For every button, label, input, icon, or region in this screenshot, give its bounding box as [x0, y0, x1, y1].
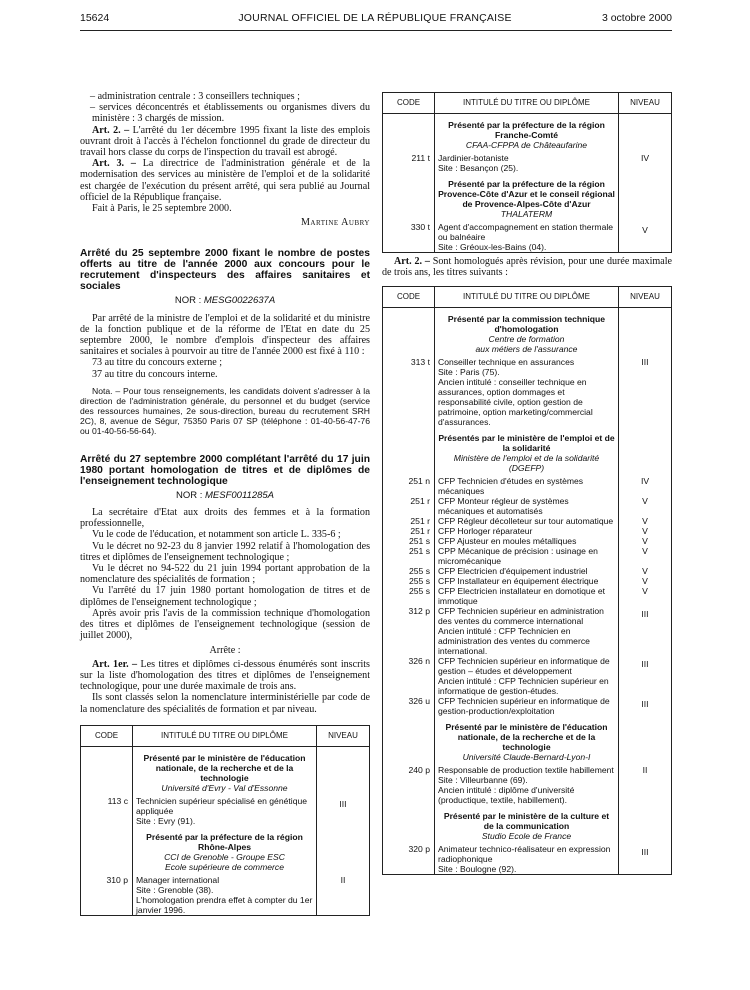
table-row — [383, 844, 672, 875]
arrete-label: Arrête : — [209, 644, 241, 656]
code-header: CODE — [81, 725, 133, 746]
decree-title: Arrêté du 25 septembre 2000 fixant le nombre de postes offerts au titre de l'année 2000 aux concours pour le recrutement d'inspecteurs des affaires sanitaires et sociales — [80, 248, 370, 293]
decree-paragraph: Vu le code de l'éducation, et notamment son article L. 335-6 ; — [92, 529, 341, 541]
header-rule — [80, 30, 672, 31]
row-level: II — [317, 875, 370, 916]
list-item: 73 au titre du concours externe ; — [92, 357, 223, 369]
row-level: V — [619, 496, 672, 516]
table-row — [383, 476, 672, 496]
row-code: 113 c — [81, 796, 133, 826]
row-note: L'homologation prendra effet à compter du 1er janvier 1996. — [136, 894, 313, 915]
presenter: Présentés par le ministère de l'emploi et de la solidarité — [438, 433, 615, 454]
nor-reference: NOR : MESG0022637A — [174, 295, 276, 307]
homologation-table-3 — [382, 286, 672, 875]
row-title: CFP Ajusteur en moules métalliques — [438, 536, 577, 547]
article-label: Art. 2. – — [92, 124, 130, 136]
row-code: 326 n — [383, 656, 435, 696]
row-former-title: Ancien intitulé : CFP Technicien en administration des ventes du commerce international. — [438, 626, 590, 657]
row-code: 240 p — [383, 765, 435, 805]
row-code: 251 r — [383, 496, 435, 516]
organisation: Ecole supérieure de commerce — [165, 861, 284, 872]
decree-note: Nota. – Pour tous renseignements, les candidats doivent s'adresser à la direction de l'administration générale, du personnel et du budget (service des ressources humaines, 2e sous-direction, bureau du recrutement SRH 2C), 8, avenue de Ségur, 75350 Paris 07 SP (téléphone : 01-40-56-47-76 ou 01-40-56-56-64). — [80, 385, 370, 436]
row-code: 326 u — [383, 696, 435, 716]
organisation: Studio Ecole de France — [481, 831, 572, 842]
row-code: 310 p — [81, 875, 133, 916]
row-level: III — [641, 699, 649, 710]
row-title: Responsable de production textile habillement — [438, 765, 614, 776]
presenter: Présenté par le ministère de l'éducation nationale, de la recherche et de la technologie — [143, 752, 306, 783]
row-level: V — [619, 516, 672, 526]
title-header: INTITULÉ DU TITRE OU DIPLÔME — [435, 287, 619, 308]
article-label: Art. 2. – — [394, 256, 430, 267]
organisation: THALATERM — [500, 209, 553, 219]
row-code: 251 n — [383, 476, 435, 496]
decree-body: Par arrêté de la ministre de l'emploi et de la solidarité et du ministre de la fonction publique et de la réforme de l'Etat en date du 25 septembre 2000, le nombre d'emplois d'inspecteur des affaires sanitaires et sociales à pourvoir au titre de l'année 2000 est fixé à 110 : — [80, 312, 370, 358]
presenter: Présenté par la préfecture de la région Provence-Côte d'Azur et le conseil régional de Provence-Alpes-Côte d'Azur — [438, 179, 615, 209]
row-title: CFP Technicien d'études en systèmes mécaniques — [438, 476, 584, 497]
done-at: Fait à Paris, le 25 septembre 2000. — [92, 203, 232, 215]
intro-item: – administration centrale : 3 conseillers techniques ; — [90, 91, 300, 102]
title-header: INTITULÉ DU TITRE OU DIPLÔME — [435, 93, 619, 114]
table-row — [383, 586, 672, 606]
row-title: CFP Technicien supérieur en administration des ventes du commerce international — [438, 606, 604, 627]
row-code: 251 r — [383, 526, 435, 536]
article-3 — [80, 158, 370, 203]
article-text: La directrice de l'administration générale et de la modernisation des services au ministère de l'emploi et de la solidarité est chargée de l'exécution du présent arrêté, qui sera publié au Journal officiel de la République française. — [80, 158, 370, 203]
presenter: Présenté par le ministère de l'éducation nationale, de la recherche et de la technologie — [445, 722, 608, 753]
level-header: NIVEAU — [317, 725, 370, 746]
row-level: V — [619, 526, 672, 536]
table-row — [81, 875, 370, 916]
presenter: Présenté par la préfecture de la région Rhône-Alpes — [146, 831, 303, 852]
table-row — [383, 516, 672, 526]
dgefp-rows — [383, 476, 672, 606]
article-1 — [80, 659, 370, 693]
issue-date: 3 octobre 2000 — [601, 12, 672, 24]
row-code: 320 p — [383, 844, 435, 875]
row-code: 211 t — [383, 153, 435, 173]
organisation: CCI de Grenoble - Groupe ESC — [164, 851, 285, 862]
row-level: V — [619, 546, 672, 566]
row-level: IV — [619, 153, 672, 173]
article-label: Art. 1er. – — [92, 658, 138, 670]
organisation: Centre de formation — [488, 334, 565, 345]
row-title: Conseiller technique en assurances — [438, 357, 575, 368]
row-code: 251 s — [383, 536, 435, 546]
row-title: CPP Mécanique de précision : usinage en micromécanique — [438, 546, 598, 567]
right-column — [382, 92, 672, 875]
row-level: IV — [619, 476, 672, 496]
table-row — [383, 536, 672, 546]
row-site: Site : Boulogne (92). — [438, 864, 517, 875]
decree-paragraph: Vu le décret no 94-522 du 21 juin 1994 portant approbation de la nomenclature des spécialités de formation ; — [80, 563, 370, 586]
row-former-title: Ancien intitulé : conseiller technique en assurances, option dommages et responsabilité civile, option gestion de patrimoine, option marketing/commercial d'assurances. — [438, 377, 593, 428]
row-level: II — [619, 765, 672, 805]
row-level: III — [641, 609, 649, 620]
page-number: 15624 — [80, 12, 110, 24]
row-level: III — [619, 357, 672, 427]
row-title: CFP Technicien supérieur en informatique de gestion-production/exploitation — [438, 696, 610, 717]
organisation: aux métiers de l'assurance — [475, 344, 578, 355]
table-row — [383, 496, 672, 516]
decree-paragraph: Après avoir pris l'avis de la commission technique d'homologation des titres et diplômes de l'enseignement technologique (session de juillet 2000), — [80, 607, 370, 642]
row-former-title: Ancien intitulé : CFP Technicien supérieur en informatique de gestion-études. — [438, 676, 609, 697]
table-row — [383, 566, 672, 576]
row-code: 255 s — [383, 576, 435, 586]
article-2-revision — [382, 256, 672, 278]
row-title: CFP Electricien installateur en domotique et immotique — [438, 586, 606, 607]
row-title: CFP Electricien d'équipement industriel — [438, 566, 588, 577]
title-header: INTITULÉ DU TITRE OU DIPLÔME — [133, 725, 317, 746]
organisation: Ministère de l'emploi et de la solidarité — [453, 453, 600, 464]
row-level: V — [619, 566, 672, 576]
table-row — [383, 222, 672, 253]
row-title: CFP Régleur décolleteur sur tour automatique — [438, 516, 614, 527]
table-row — [81, 796, 370, 826]
row-site: Site : Grenoble (38). — [136, 884, 214, 895]
row-site: Site : Paris (75). — [438, 367, 500, 378]
row-title: Agent d'accompagnement en station thermale ou balnéaire — [438, 222, 614, 242]
row-former-title: Ancien intitulé : diplôme d'université (productique, textile, habillement). — [438, 785, 575, 806]
decree-paragraph: Vu le décret no 92-23 du 8 janvier 1992 relatif à l'homologation des titres et diplômes de l'enseignement technologique ; — [80, 540, 370, 563]
decree-paragraph: Vu l'arrêté du 17 juin 1980 portant homologation de titres et de diplômes de l'enseignement technologique ; — [80, 585, 370, 608]
row-title: CFP Installateur en équipement électrique — [438, 576, 599, 587]
row-level: V — [619, 576, 672, 586]
row-level: III — [339, 798, 347, 809]
row-code: 251 s — [383, 546, 435, 566]
list-item: 37 au titre du concours interne. — [92, 368, 218, 380]
nor-reference: NOR : MESF0011285A — [175, 489, 275, 501]
row-level: V — [619, 536, 672, 546]
signature: Martine Aubry — [300, 217, 370, 229]
row-title: CFP Monteur régleur de systèmes mécaniques et automatisés — [438, 496, 569, 517]
row-code: 251 r — [383, 516, 435, 526]
presenter: Présenté par le ministère de la culture et de la communication — [443, 811, 610, 832]
organisation: Université Claude-Bernard-Lyon-I — [462, 752, 591, 763]
row-title: CFP Horloger réparateur — [438, 526, 533, 537]
row-code: 330 t — [383, 222, 435, 253]
homologation-table-2 — [382, 92, 672, 253]
row-code: 313 t — [383, 357, 435, 427]
presenter: Présenté par la commission technique d'homologation — [447, 314, 606, 335]
row-site: Site : Gréoux-les-Bains (04). — [438, 242, 547, 252]
level-header: NIVEAU — [619, 93, 672, 114]
table-row — [383, 357, 672, 427]
table-row — [383, 696, 672, 716]
row-site: Site : Besançon (25). — [438, 163, 519, 173]
row-title: Jardinier-botaniste — [438, 153, 509, 163]
table-row — [383, 576, 672, 586]
row-level: III — [641, 659, 649, 670]
row-level: V — [619, 586, 672, 606]
table-row — [383, 526, 672, 536]
article-2 — [80, 125, 370, 159]
row-site: Site : Villeurbanne (69). — [438, 775, 528, 786]
table-row — [383, 765, 672, 805]
journal-title: JOURNAL OFFICIEL DE LA RÉPUBLIQUE FRANÇAISE — [238, 12, 512, 24]
organisation: Université d'Evry - Val d'Essonne — [161, 782, 288, 793]
table-row — [383, 656, 672, 696]
code-header: CODE — [383, 93, 435, 114]
code-header: CODE — [383, 287, 435, 308]
decree-title: Arrêté du 27 septembre 2000 complétant l'arrêté du 17 juin 1980 portant homologation de titres et de diplômes de l'enseignement technologique — [80, 453, 370, 487]
table-row — [383, 546, 672, 566]
article-text: L'arrêté du 1er décembre 1995 fixant la liste des emplois ouvrant droit à l'accès à l'échelon fonctionnel du grade de directeur du travail hors classe du corps de l'inspection du travail est abrogé. — [80, 124, 370, 159]
page-header — [0, 12, 750, 28]
row-title: Manager international — [136, 874, 220, 885]
article-text: Sont homologués après révision, pour une durée maximale de trois ans, les titres suivants : — [382, 256, 672, 279]
homologation-table-1 — [80, 725, 370, 916]
row-level: V — [642, 225, 648, 235]
row-title: Technicien supérieur spécialisé en génétique appliquée — [136, 795, 308, 816]
row-title: CFP Technicien supérieur en informatique de gestion – études et développement — [438, 656, 610, 677]
organisation: (DGEFP) — [508, 463, 545, 474]
organisation: CFAA-CFPPA de Châteaufarine — [465, 140, 588, 150]
row-code: 255 s — [383, 586, 435, 606]
article-1-continued: Ils sont classés selon la nomenclature interministérielle par code de la nomenclature des spécialités de formation et par niveau. — [80, 692, 370, 715]
row-code: 312 p — [383, 606, 435, 656]
row-title: Animateur technico-réalisateur en expression radiophonique — [438, 844, 611, 865]
decree-paragraph: La secrétaire d'Etat aux droits des femmes et à la formation professionnelle, — [80, 507, 370, 530]
level-header: NIVEAU — [619, 287, 672, 308]
left-column — [80, 91, 370, 916]
row-site: Site : Evry (91). — [136, 815, 196, 826]
table-row — [383, 153, 672, 173]
intro-item: – services déconcentrés et établissements ou organismes divers du ministère : 3 chargés de mission. — [90, 102, 370, 125]
article-label: Art. 3. – — [92, 158, 136, 170]
row-level: III — [641, 847, 649, 858]
table-row — [383, 606, 672, 656]
article-text: Les titres et diplômes ci-dessous énumérés sont inscrits sur la liste d'homologation des titres et diplômes de l'enseignement technologique, pour une durée maximale de trois ans. — [80, 658, 370, 693]
row-code: 255 s — [383, 566, 435, 576]
presenter: Présenté par la préfecture de la région Franche-Comté — [448, 120, 605, 140]
